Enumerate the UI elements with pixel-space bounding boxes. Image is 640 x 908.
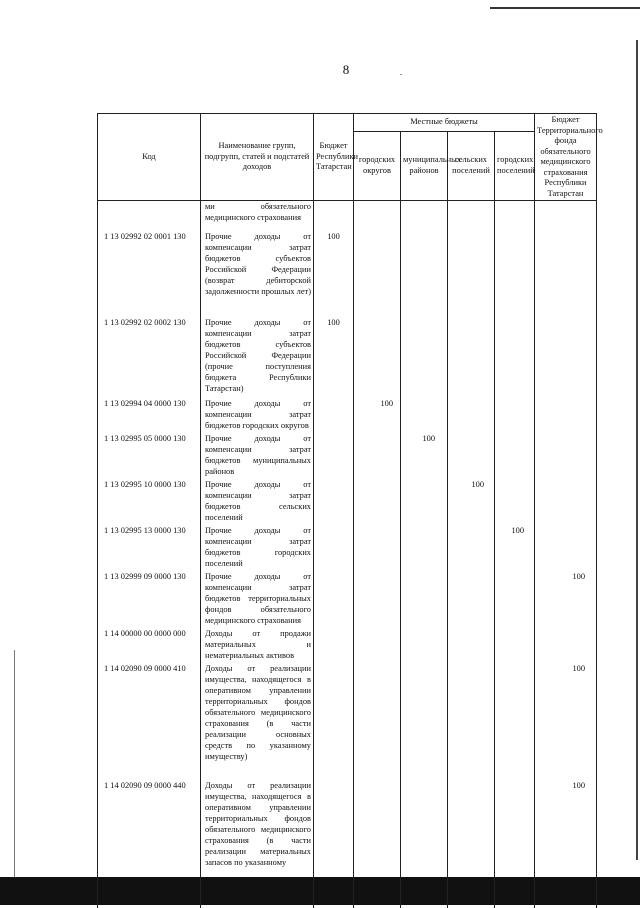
row-value-fund: 100 — [535, 571, 597, 628]
row-value-rural-settlements — [448, 223, 495, 317]
row-code: 1 13 02999 09 0000 130 — [98, 571, 201, 628]
table-row — [98, 433, 597, 479]
row-value-rural-settlements — [448, 663, 495, 780]
row-name: Прочие доходы от компенсации затрат бюджетов муниципальных районов — [201, 433, 314, 479]
row-name: Доходы от реализации имущества, находящегося в оперативном управлении территориальных фондов обязательного медицинского страхования (в части реализации основных средств по указанному имуществу) — [201, 663, 314, 780]
header-urban-settlements: городских поселений — [495, 131, 535, 200]
page-number: 8 — [342, 62, 350, 77]
table-row — [98, 628, 597, 663]
row-value-rt: 100 — [314, 317, 354, 398]
row-value-municipal-districts — [401, 780, 448, 908]
row-value-rural-settlements: 100 — [448, 479, 495, 525]
row-code: 1 14 00000 00 0000 000 — [98, 628, 201, 663]
header-fund: Бюджет Территориального фонда обязательного медицинского страхования Республики Татарстан — [535, 114, 597, 201]
row-value-rural-settlements — [448, 317, 495, 398]
row-code: 1 13 02992 02 0002 130 — [98, 317, 201, 398]
table-row — [98, 525, 597, 571]
row-name: Прочие доходы от компенсации затрат бюджетов городских округов — [201, 398, 314, 433]
row-value-city-districts — [354, 663, 401, 780]
row-value-urban-settlements — [495, 223, 535, 317]
row-value-urban-settlements — [495, 201, 535, 224]
row-value-rt — [314, 628, 354, 663]
row-value-urban-settlements — [495, 317, 535, 398]
row-code — [98, 201, 201, 224]
table-row — [98, 398, 597, 433]
row-value-city-districts — [354, 223, 401, 317]
row-code: 1 13 02995 13 0000 130 — [98, 525, 201, 571]
row-value-rt: 100 — [314, 223, 354, 317]
row-value-municipal-districts — [401, 628, 448, 663]
row-value-urban-settlements — [495, 398, 535, 433]
header-local-budgets: Местные бюджеты — [354, 114, 535, 132]
row-value-city-districts — [354, 433, 401, 479]
row-value-fund — [535, 525, 597, 571]
table-row — [98, 479, 597, 525]
header-city-districts: городских округов — [354, 131, 401, 200]
row-value-urban-settlements — [495, 433, 535, 479]
row-value-rt — [314, 398, 354, 433]
scan-artifact-line — [490, 7, 640, 9]
row-value-municipal-districts — [401, 398, 448, 433]
row-value-fund: 100 — [535, 663, 597, 780]
row-value-rural-settlements — [448, 398, 495, 433]
header-code: Код — [98, 114, 201, 201]
row-value-city-districts — [354, 201, 401, 224]
row-value-municipal-districts — [401, 201, 448, 224]
row-name: Прочие доходы от компенсации затрат бюджетов субъектов Российской Федерации (возврат дебиторской задолженности прошлых лет) — [201, 223, 314, 317]
row-value-city-districts — [354, 571, 401, 628]
row-name: Прочие доходы от компенсации затрат бюджетов городских поселений — [201, 525, 314, 571]
row-code: 1 13 02995 05 0000 130 — [98, 433, 201, 479]
row-value-fund — [535, 201, 597, 224]
row-value-municipal-districts — [401, 317, 448, 398]
header-municipal-districts: муниципальных районов — [401, 131, 448, 200]
row-value-rt — [314, 433, 354, 479]
row-value-municipal-districts — [401, 223, 448, 317]
row-value-municipal-districts — [401, 525, 448, 571]
row-value-fund — [535, 223, 597, 317]
table-row — [98, 663, 597, 780]
row-value-rt — [314, 663, 354, 780]
row-value-rt — [314, 780, 354, 908]
row-value-municipal-districts: 100 — [401, 433, 448, 479]
header-rural-settlements: сельских поселений — [448, 131, 495, 200]
row-value-rt — [314, 525, 354, 571]
table-row — [98, 201, 597, 224]
row-name: ми обязательного медицинского страхования — [201, 201, 314, 224]
header-name: Наименование групп, подгрупп, статей и подстатей доходов — [201, 114, 314, 201]
row-name: Прочие доходы от компенсации затрат бюджетов сельских поселений — [201, 479, 314, 525]
row-name: Доходы от продажи материальных и нематериальных активов — [201, 628, 314, 663]
row-name: Прочие доходы от компенсации затрат бюджетов территориальных фондов обязательного медицинского страхования — [201, 571, 314, 628]
row-value-rural-settlements — [448, 201, 495, 224]
row-value-municipal-districts — [401, 479, 448, 525]
scan-artifact-edge — [636, 40, 638, 860]
row-code: 1 14 02090 09 0000 410 — [98, 663, 201, 780]
row-value-fund — [535, 317, 597, 398]
row-value-urban-settlements — [495, 663, 535, 780]
scan-artifact-dot — [400, 74, 402, 75]
row-value-rt — [314, 201, 354, 224]
row-code: 1 13 02994 04 0000 130 — [98, 398, 201, 433]
table-row — [98, 223, 597, 317]
row-value-fund — [535, 433, 597, 479]
scan-artifact-edge — [14, 650, 15, 880]
revenue-table — [97, 113, 603, 908]
row-value-municipal-districts — [401, 571, 448, 628]
row-value-rural-settlements — [448, 571, 495, 628]
header-budget-rt: Бюджет Республики Татарстан — [314, 114, 354, 201]
row-value-rt — [314, 571, 354, 628]
row-value-rural-settlements — [448, 525, 495, 571]
row-name: Доходы от реализации имущества, находящегося в оперативном управлении территориальных фондов обязательного медицинского страхования (в части реализации материальных запасов по указанному — [201, 780, 314, 908]
row-value-fund — [535, 628, 597, 663]
row-value-urban-settlements — [495, 571, 535, 628]
row-value-rt — [314, 479, 354, 525]
table-row — [98, 317, 597, 398]
row-value-fund — [535, 479, 597, 525]
table-row — [98, 780, 597, 908]
row-value-city-districts — [354, 780, 401, 908]
row-code: 1 13 02995 10 0000 130 — [98, 479, 201, 525]
row-value-fund — [535, 398, 597, 433]
row-value-municipal-districts — [401, 663, 448, 780]
row-code: 1 14 02090 09 0000 440 — [98, 780, 201, 908]
row-value-rural-settlements — [448, 628, 495, 663]
row-value-urban-settlements: 100 — [495, 525, 535, 571]
row-value-rural-settlements — [448, 433, 495, 479]
row-value-urban-settlements — [495, 780, 535, 908]
row-value-urban-settlements — [495, 479, 535, 525]
row-value-urban-settlements — [495, 628, 535, 663]
row-value-city-districts: 100 — [354, 398, 401, 433]
row-value-city-districts — [354, 479, 401, 525]
row-value-city-districts — [354, 628, 401, 663]
row-code: 1 13 02992 02 0001 130 — [98, 223, 201, 317]
row-name: Прочие доходы от компенсации затрат бюджетов субъектов Российской Федерации (прочие поступления бюджета Республики Татарстан) — [201, 317, 314, 398]
row-value-city-districts — [354, 317, 401, 398]
row-value-city-districts — [354, 525, 401, 571]
table-row — [98, 571, 597, 628]
row-value-rural-settlements — [448, 780, 495, 908]
row-value-fund: 100 — [535, 780, 597, 908]
